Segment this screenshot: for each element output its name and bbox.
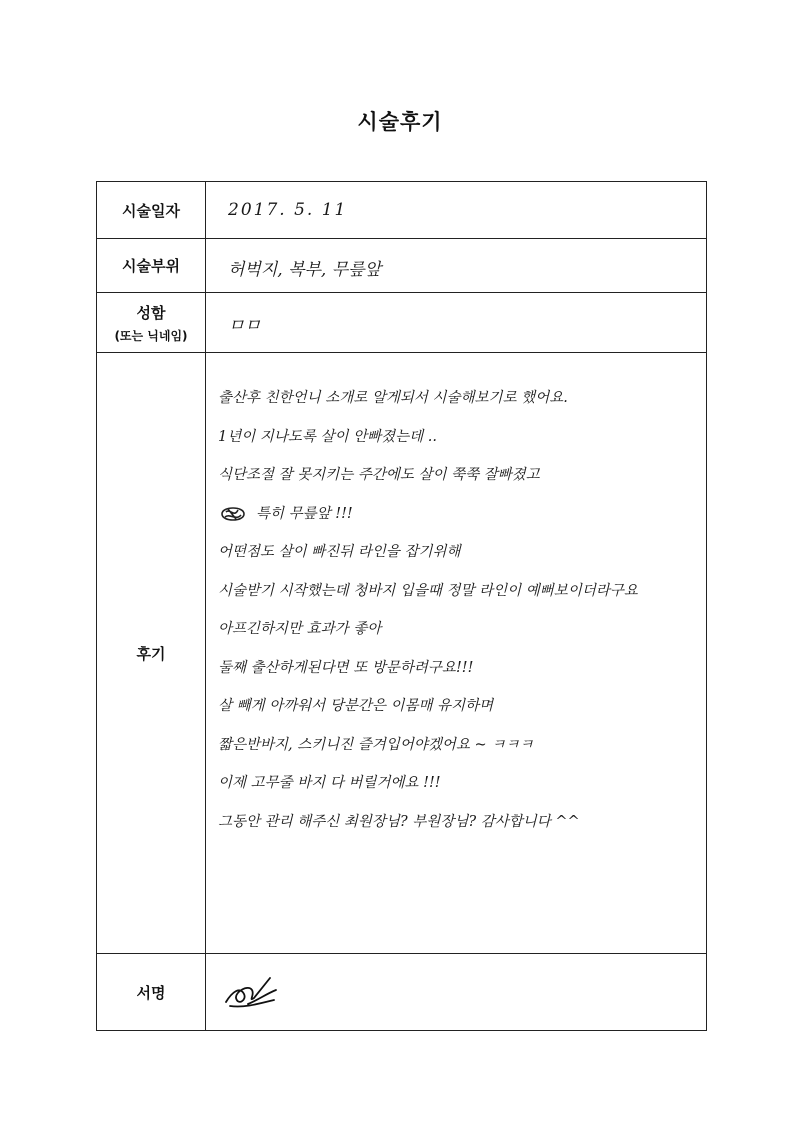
name-sublabel: (또는 닉네임) [114,328,188,343]
area-row [97,239,706,293]
review-line-text: 어떤점도 살이 빠진뒤 라인을 잡기위해 [218,544,461,560]
review-line [218,610,700,649]
date-value: 2017. 5. 11 [228,200,348,220]
review-line [218,726,700,765]
review-line [218,495,700,534]
name-field [206,293,706,352]
review-line [218,572,700,611]
review-lines [218,379,700,841]
signature-label: 서명 [97,954,206,1030]
review-line [218,803,700,842]
signature-mark [218,964,288,1014]
review-line-text: 식단조절 잘 못지키는 주간에도 살이 쭉쭉 잘빠졌고 [218,467,540,483]
area-label: 시술부위 [97,239,206,292]
date-label: 시술일자 [97,182,206,238]
review-line-text: 이제 고무줄 바지 다 버릴거에요 !!! [218,775,441,791]
review-line-text: 아프긴하지만 효과가 좋아 [218,621,382,637]
review-row [97,353,706,954]
review-line [218,418,700,457]
scribble-emoji-icon [218,502,248,526]
review-line [218,379,700,418]
review-line-text: 살 빼게 아까워서 당분간은 이몸매 유지하며 [218,698,494,714]
review-label: 후기 [97,353,206,953]
review-line [218,687,700,726]
review-line-text: 둘째 출산하게된다면 또 방문하려구요!!! [218,659,474,676]
review-line [218,456,700,495]
name-row [97,293,706,353]
review-line [218,649,700,688]
review-line-text: 특히 무릎앞 !!! [256,505,353,522]
review-line [218,533,700,572]
name-label: 성함 (또는 닉네임) [97,293,206,352]
area-value: 허벅지, 복부, 무릎앞 [228,260,381,280]
area-field [206,239,706,292]
signature-row [97,954,706,1030]
review-line-text: 그동안 관리 해주신 최원장님? 부원장님? 감사합니다 ^^ [218,813,580,830]
review-line-text: 출산후 친한언니 소개로 알게되서 시술해보기로 했어요. [218,390,568,406]
review-line-text: 1년이 지나도록 살이 안빠졌는데 .. [218,428,437,445]
review-form [96,181,707,1031]
review-line-text: 짧은반바지, 스키니진 즐겨입어야겠어요 ~ ㅋㅋㅋ [218,736,534,753]
review-field [206,353,706,953]
review-line [218,764,700,803]
review-line-text: 시술받기 시작했는데 청바지 입을때 정말 라인이 예뻐보이더라구요 [218,582,638,599]
name-value: ㅁㅁ [228,316,261,336]
date-row [97,182,706,239]
document-title: 시술후기 [357,110,443,134]
signature-field [206,954,706,1030]
date-field [206,182,706,238]
